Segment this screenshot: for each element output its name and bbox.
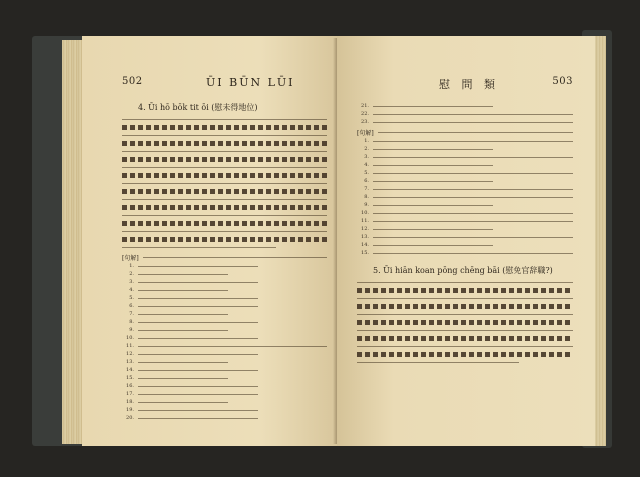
left-page (82, 36, 337, 446)
left-running-head (122, 76, 327, 92)
right-section-tag: [句解] (357, 130, 374, 137)
list-item: 22. (357, 110, 573, 118)
right-vocab-list (357, 137, 573, 257)
list-item: 9. (122, 326, 327, 334)
left-running-title: ŪI BŪN LŪI (206, 76, 295, 89)
list-item: 20. (122, 414, 327, 422)
list-item: 23. (357, 118, 573, 126)
list-item: 1. (357, 137, 573, 145)
right-vocab-header (357, 128, 573, 137)
right-running-head (357, 76, 573, 92)
list-item: 15. (122, 374, 327, 382)
left-body-text (122, 119, 327, 248)
list-item: 1. (122, 262, 327, 270)
list-item: 11. (357, 217, 573, 225)
list-item: 21. (357, 102, 573, 110)
list-item: 6. (357, 177, 573, 185)
list-item: 5. (122, 294, 327, 302)
list-item: 3. (122, 278, 327, 286)
right-top-list (357, 102, 573, 126)
list-item: 4. (357, 161, 573, 169)
list-item: 10. (357, 209, 573, 217)
list-item: 4. (122, 286, 327, 294)
lesson-heading-4: 4. Ūi hō bōk tit ōi (慰未得地位) (138, 103, 258, 112)
list-item: 14. (357, 241, 573, 249)
list-item: 16. (122, 382, 327, 390)
list-item: 18. (122, 398, 327, 406)
lesson-heading-5: 5. Ūi hiān koan pōng chēng bāi (慰免官辞職?) (373, 266, 553, 275)
list-item: 15. (357, 249, 573, 257)
right-page (337, 36, 595, 446)
list-item: 9. (357, 201, 573, 209)
right-running-title: 慰 問 類 (439, 78, 499, 91)
right-page-number: 503 (552, 76, 573, 87)
list-item: 19. (122, 406, 327, 414)
list-item: 2. (122, 270, 327, 278)
right-body-text (357, 282, 573, 363)
list-item: 2. (357, 145, 573, 153)
list-item: 10. (122, 334, 327, 342)
list-item: 17. (122, 390, 327, 398)
list-item: 13. (122, 358, 327, 366)
list-item: 6. (122, 302, 327, 310)
list-item: 14. (122, 366, 327, 374)
list-item: 11. (122, 342, 327, 350)
list-item: 8. (357, 193, 573, 201)
left-vocab-list (122, 262, 327, 422)
list-item: 8. (122, 318, 327, 326)
list-item: 12. (122, 350, 327, 358)
list-item: 7. (122, 310, 327, 318)
left-vocab-header (122, 253, 327, 262)
list-item: 13. (357, 233, 573, 241)
list-item: 12. (357, 225, 573, 233)
open-book (32, 30, 612, 450)
left-section-tag: [句解] (122, 255, 139, 262)
list-item: 7. (357, 185, 573, 193)
list-item: 5. (357, 169, 573, 177)
list-item: 3. (357, 153, 573, 161)
left-page-number: 502 (122, 76, 143, 87)
